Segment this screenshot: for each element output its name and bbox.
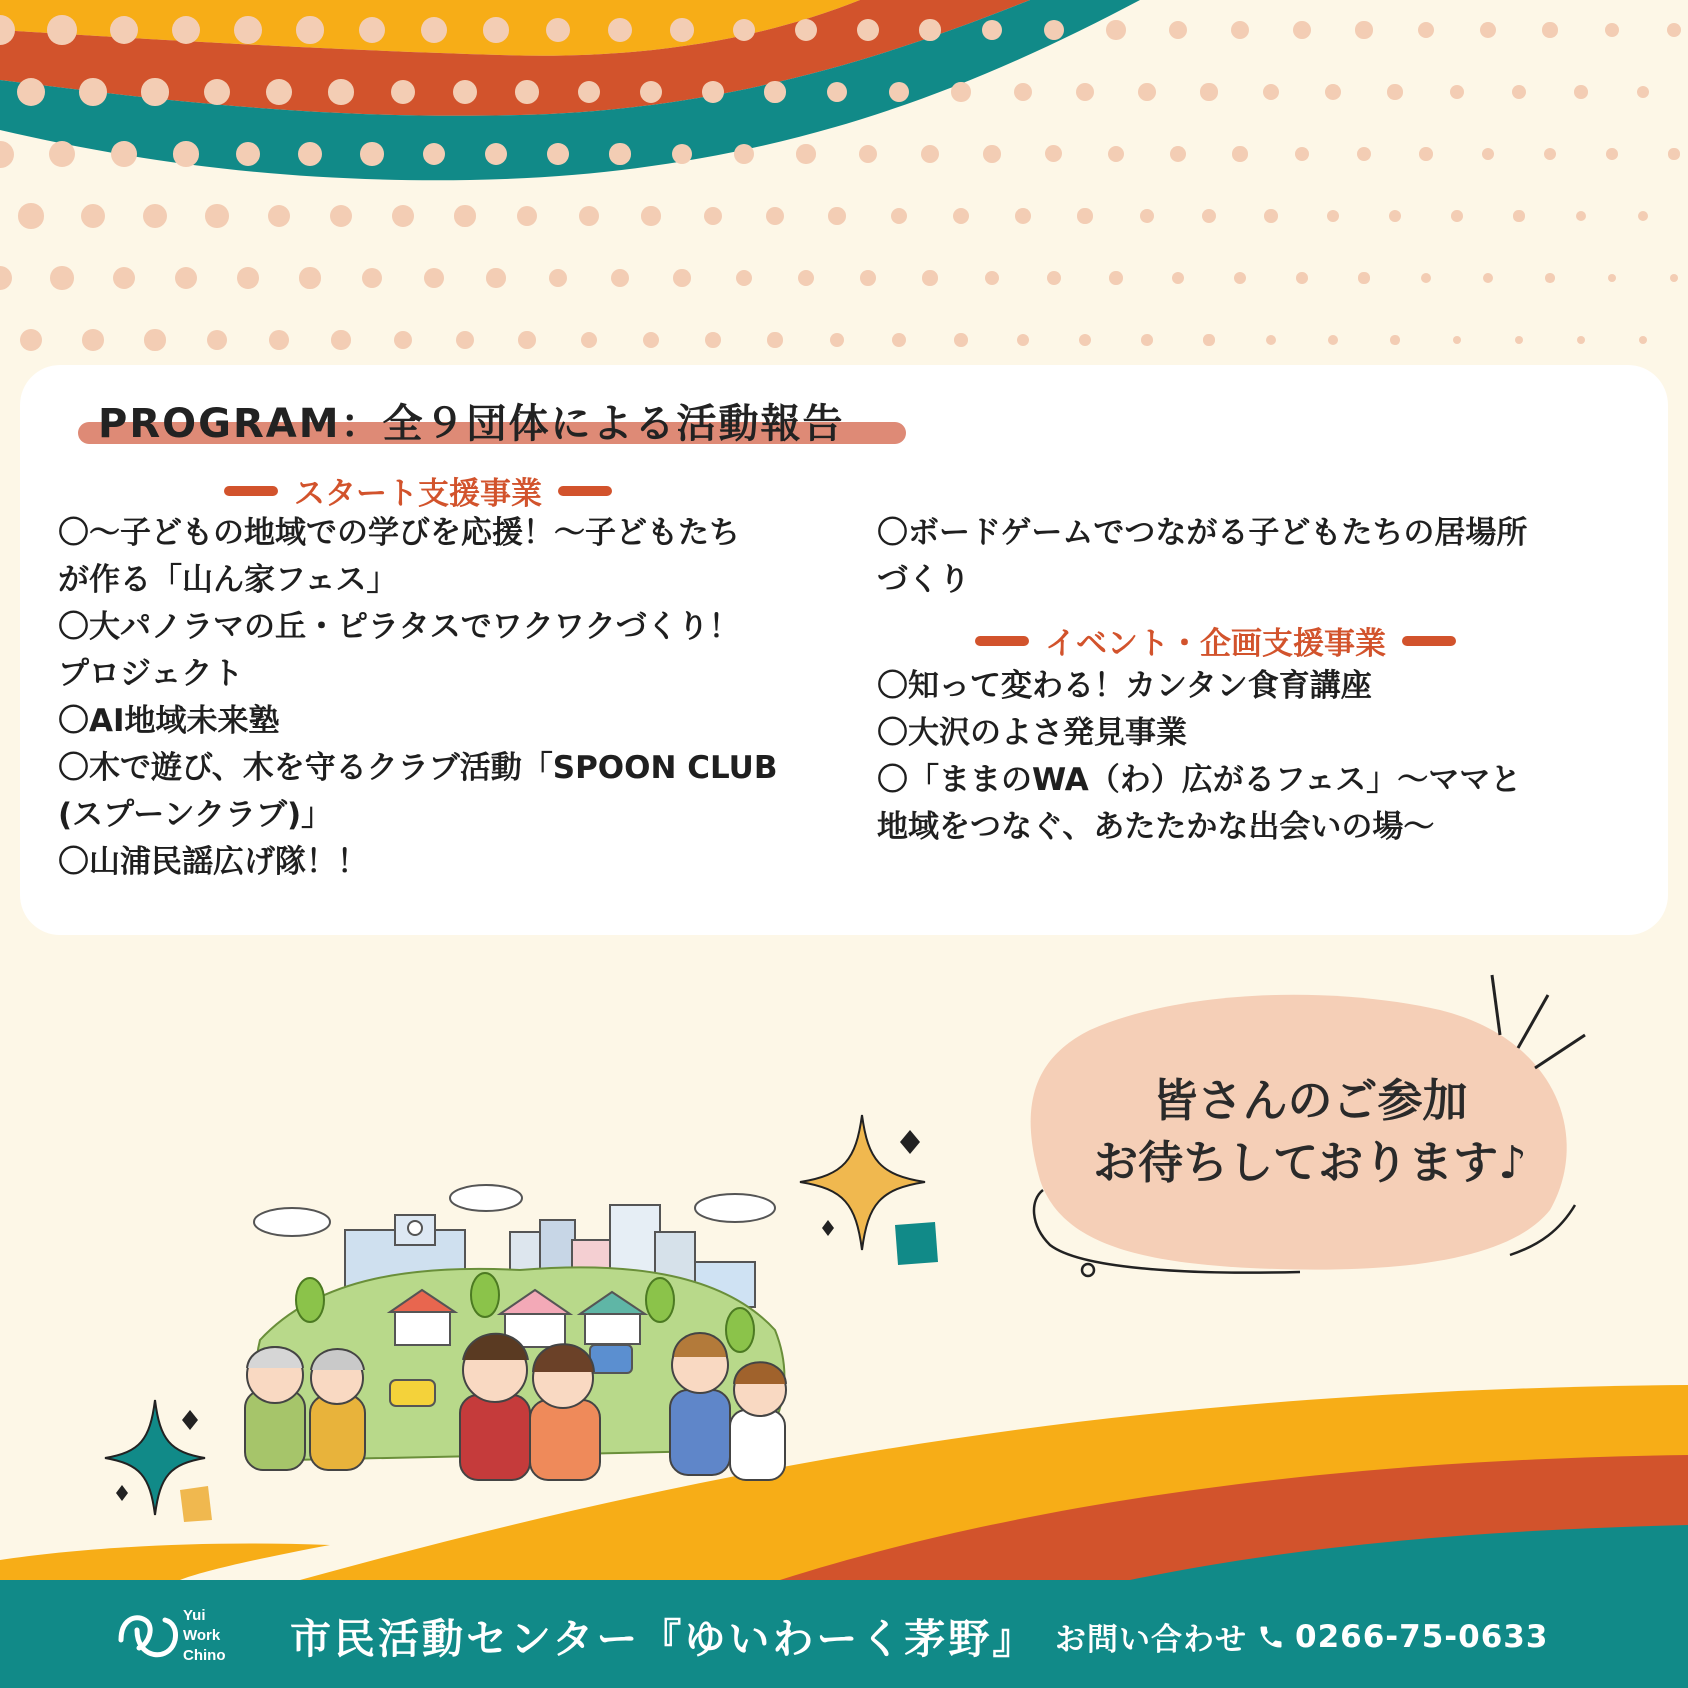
list-item-line: 地域をつなぐ、あたたかな出会いの場～ bbox=[877, 809, 1435, 845]
start-support-heading-label: スタート支援事業 bbox=[294, 476, 542, 512]
contact-label: お問い合わせ bbox=[1055, 1622, 1247, 1658]
list-item-line: 〇「ままのWA（わ）広がるフェス」～ママと bbox=[877, 762, 1522, 798]
list-item-line: 〇大パノラマの丘・ピラタスでワクワクづくり！ bbox=[58, 609, 740, 645]
logo-text-line: Work bbox=[183, 1627, 221, 1644]
list-item-line: が作る「山ん家フェス」 bbox=[58, 562, 398, 598]
contact-info bbox=[1055, 1614, 1548, 1659]
list-item-line: (スプーンクラブ)」 bbox=[58, 797, 333, 833]
list-item-line: プロジェクト bbox=[58, 656, 244, 692]
invitation-line-2: お待ちしております♪ bbox=[1093, 1136, 1527, 1189]
truck-icon bbox=[590, 1345, 632, 1373]
people-icon bbox=[245, 1333, 786, 1480]
list-item-line: 〇山浦民謡広げ隊！！ bbox=[58, 844, 368, 880]
list-item-line: 〇知って変わる！カンタン食育講座 bbox=[877, 668, 1372, 704]
cloud-icon bbox=[254, 1185, 775, 1236]
list-item-line: 〇AI地域未来塾 bbox=[58, 703, 280, 739]
phone-number: 0266-75-0633 bbox=[1295, 1618, 1549, 1655]
logo-text-line: Yui bbox=[183, 1607, 206, 1624]
invitation-line-1: 皆さんのご参加 bbox=[1152, 1074, 1468, 1127]
organization-name: 市民活動センター『ゆいわーく茅野』 bbox=[290, 1615, 1037, 1663]
list-item-line: づくり bbox=[877, 562, 970, 598]
event-support-heading-label: イベント・企画支援事業 bbox=[1045, 626, 1386, 662]
car-icon bbox=[390, 1380, 435, 1406]
phone-icon bbox=[1257, 1623, 1285, 1651]
yui-work-chino-logo bbox=[115, 1600, 255, 1672]
list-item-line: 〇～子どもの地域での学びを応援！～子どもたち bbox=[58, 515, 740, 551]
list-item-line: 〇木で遊び、木を守るクラブ活動「SPOON CLUB bbox=[58, 750, 778, 786]
list-item-line: 〇ボードゲームでつながる子どもたちの居場所 bbox=[877, 515, 1528, 551]
program-title: PROGRAM：全９団体による活動報告 bbox=[98, 401, 845, 447]
logo-text-line: Chino bbox=[183, 1647, 226, 1664]
list-item-line: 〇大沢のよさ発見事業 bbox=[877, 715, 1187, 751]
